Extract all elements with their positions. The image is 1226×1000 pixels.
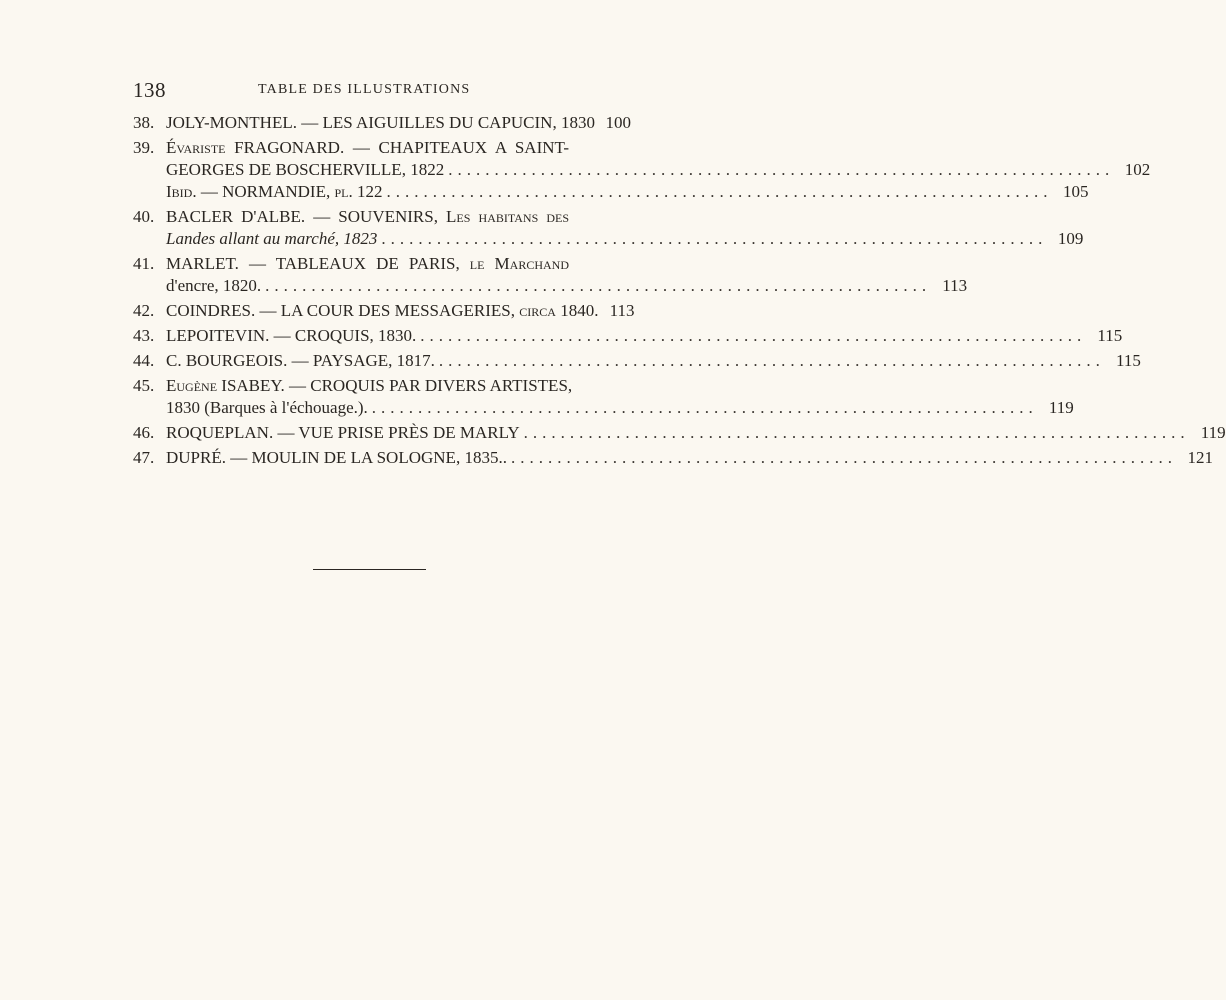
entry-39 [133,137,1151,203]
entry-number: 42. [133,301,155,320]
dot-leader: ........................................................................ [523,423,1190,442]
entry-number: 47. [133,448,155,467]
entry-text: GEORGES DE BOSCHERVILLE, 1822 [166,160,445,179]
entry-number: 45. [133,376,155,395]
entry-number: 38. [133,113,155,132]
running-head: TABLE DES ILLUSTRATIONS [258,82,471,97]
dot-leader: ........................................................................ [448,160,1115,179]
entry-text: DUPRÉ. — MOULIN DE LA SOLOGNE, 1835.. [166,448,507,467]
entry-41 [133,253,968,297]
page-number: 138 [133,78,166,102]
entry-page: 109 [1057,229,1084,248]
entry-text: BACLER D'ALBE. — SOUVENIRS, Les habitans des [166,207,569,226]
entry-46 [133,422,1226,444]
entry-text: Ibid. — NORMANDIE, pl. 122 [166,182,383,201]
entry-number: 41. [133,254,155,273]
entry-text: Eugène ISABEY. — CROQUIS PAR DIVERS ARTISTES, [166,376,573,395]
dot-leader: ........................................................................ [420,326,1087,345]
entry-text: C. BOURGEOIS. — PAYSAGE, 1817. [166,351,435,370]
dot-leader: ........................................................................ [381,229,1048,248]
entry-40 [133,206,1084,250]
dot-leader: ........................................................................ [438,351,1105,370]
entry-text: COINDRES. — LA COUR DES MESSAGERIES, circa 1840. [166,301,599,320]
entry-number: 44. [133,351,155,370]
entry-page: 105 [1062,182,1089,201]
entry-44 [133,350,1141,372]
entry-page: 121 [1187,448,1213,467]
entry-page: 100 [605,113,631,132]
entry-page: 102 [1124,160,1151,179]
dot-leader: ........................................................................ [386,182,1053,201]
closing-rule [313,569,426,570]
entry-text: d'encre, 1820. [166,276,262,295]
dot-leader: ........................................................................ [371,398,1038,417]
dot-leader: ........................................................................ [265,276,932,295]
entry-page: 119 [1048,398,1074,417]
entry-page: 115 [1097,326,1123,345]
entry-number: 43. [133,326,155,345]
entry-45 [133,375,1074,419]
illustrations-list [133,112,1226,472]
entry-number: 39. [133,138,155,157]
entry-text: Évariste FRAGONARD. — CHAPITEAUX A SAINT- [166,138,569,157]
entry-38 [133,112,631,134]
entry-text: JOLY-MONTHEL. — LES AIGUILLES DU CAPUCIN, 1830 [166,113,595,132]
entry-text: 1830 (Barques à l'échouage.). [166,398,368,417]
entry-page: 115 [1116,351,1141,370]
entry-text: ROQUEPLAN. — VUE PRISE PRÈS DE MARLY [166,423,520,442]
entry-text: Landes allant au marché, 1823 [166,229,378,248]
entry-page: 113 [942,276,968,295]
entry-page: 113 [609,301,635,320]
entry-43 [133,325,1123,347]
dot-leader: ........................................................................ [510,448,1177,467]
entry-text: LEPOITEVIN. — CROQUIS, 1830. [166,326,417,345]
entry-number: 46. [133,423,155,442]
entry-47 [133,447,1213,469]
entry-page: 119 [1200,423,1226,442]
entry-text: MARLET. — TABLEAUX DE PARIS, le Marchand [166,254,569,273]
entry-42 [133,300,635,322]
entry-number: 40. [133,207,155,226]
